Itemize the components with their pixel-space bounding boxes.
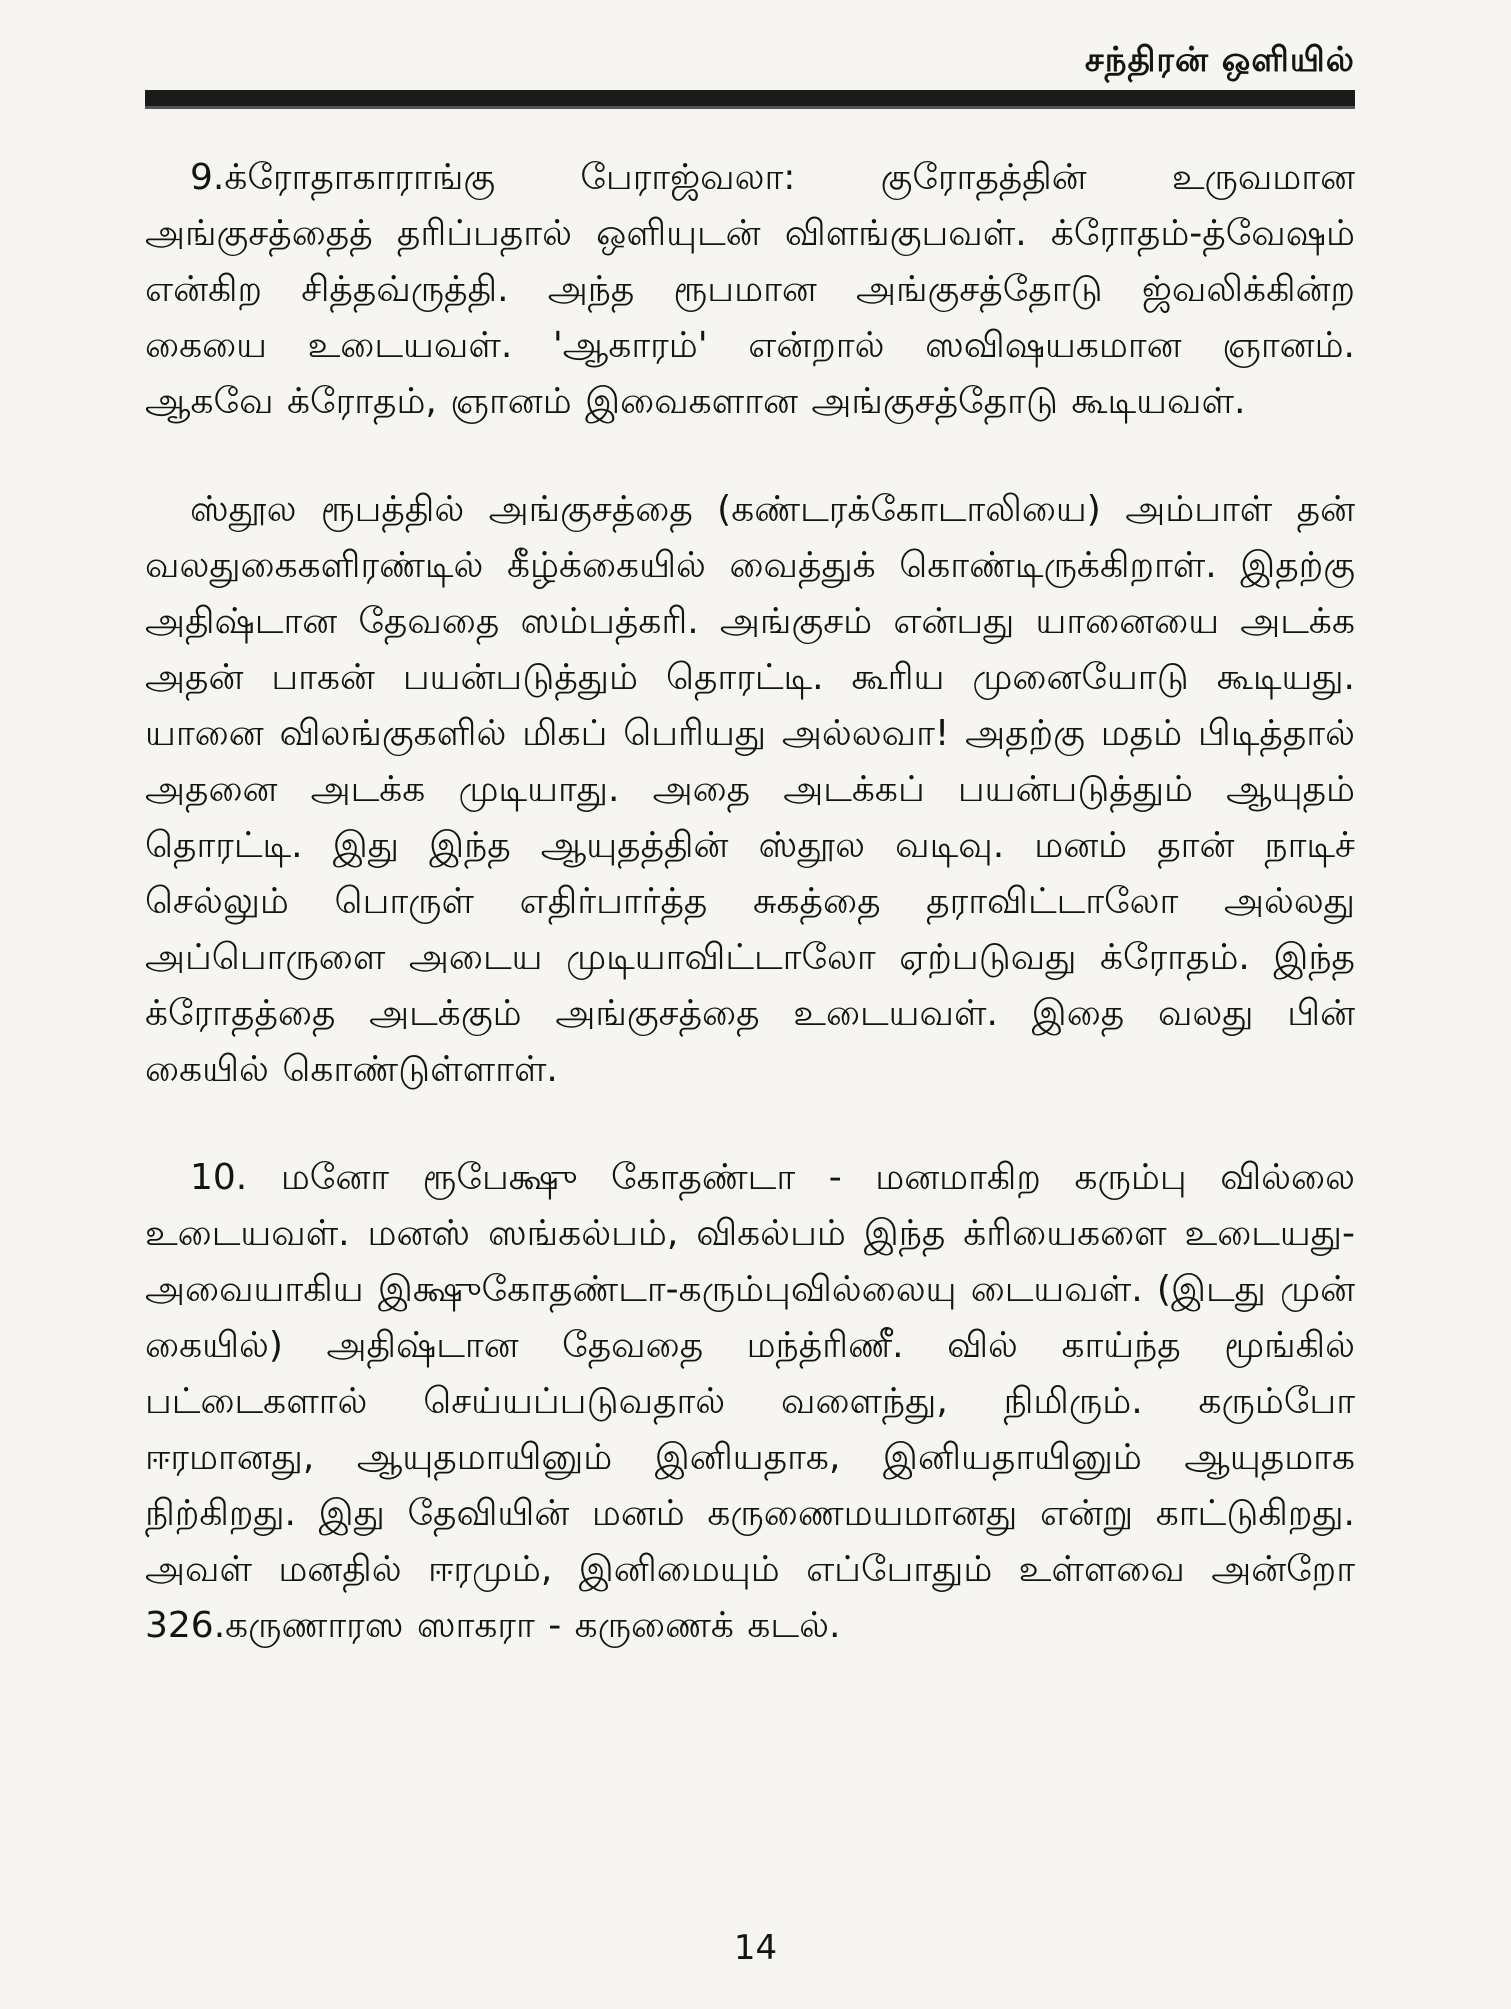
paragraph-3: 10. மனோ ரூபேக்ஷு கோதண்டா - மனமாகிற கரும்பு வில்லை உடையவள். மனஸ் ஸங்கல்பம், விகல்பம் இந்த க்ரியைகளை உடையது- அவையாகிய இக்ஷுகோதண்டா-கரும்புவில்லையு டையவள். (இடது முன் கையில்) அதிஷ்டான தேவதை மந்த்ரிணீ. வில் காய்ந்த மூங்கில் பட்டைகளால் செய்யப்படுவதால் வளைந்து, நிமிரும். கரும்போ ஈரமானது, ஆயுதமாயினும் இனியதாக, இனியதாயினும் ஆயுதமாக நிற்கிறது. இது தேவியின் மனம் கருணைமயமானது என்று காட்டுகிறது. அவள் மனதில் ஈரமும், இனிமையும் எப்போதும் உள்ளவை அன்றோ 326.கருணாரஸ ஸாகரா - கருணைக் கடல்.: [145, 1157, 1355, 1646]
paragraph-1: 9.க்ரோதாகாராங்கு பேராஜ்வலா: குரோதத்தின் உருவமான அங்குசத்தைத் தரிப்பதால் ஒளியுடன் விளங்குபவள். க்ரோதம்-த்வேஷம் என்கிற சித்தவ்ருத்தி. அந்த ரூபமான அங்குசத்தோடு ஜ்வலிக்கின்ற கையை உடையவள். 'ஆகாரம்' என்றால் ஸவிஷயகமான ஞானம். ஆகவே க்ரோதம், ஞானம் இவைகளான அங்குசத்தோடு கூடியவள்.: [145, 157, 1355, 422]
header-rule: [145, 90, 1355, 109]
page-body: [145, 150, 1355, 1706]
paragraph-2: ஸ்தூல ரூபத்தில் அங்குசத்தை (கண்டரக்கோடாலியை) அம்பாள் தன் வலதுகைகளிரண்டில் கீழ்க்கையில் வைத்துக் கொண்டிருக்கிறாள். இதற்கு அதிஷ்டான தேவதை ஸம்பத்கரி. அங்குசம் என்பது யானையை அடக்க அதன் பாகன் பயன்படுத்தும் தொரட்டி. கூரிய முனையோடு கூடியது. யானை விலங்குகளில் மிகப் பெரியது அல்லவா! அதற்கு மதம் பிடித்தால் அதனை அடக்க முடியாது. அதை அடக்கப் பயன்படுத்தும் ஆயுதம் தொரட்டி. இது இந்த ஆயுதத்தின் ஸ்தூல வடிவு. மனம் தான் நாடிச் செல்லும் பொருள் எதிர்பார்த்த சுகத்தை தராவிட்டாலோ அல்லது அப்பொருளை அடைய முடியாவிட்டாலோ ஏற்படுவது க்ரோதம். இந்த க்ரோதத்தை அடக்கும் அங்குசத்தை உடையவள். இதை வலது பின் கையில் கொண்டுள்ளாள்.: [145, 489, 1355, 1090]
running-title: சந்திரன் ஒளியில்: [1084, 40, 1355, 80]
page-number: 14: [733, 1928, 778, 1968]
